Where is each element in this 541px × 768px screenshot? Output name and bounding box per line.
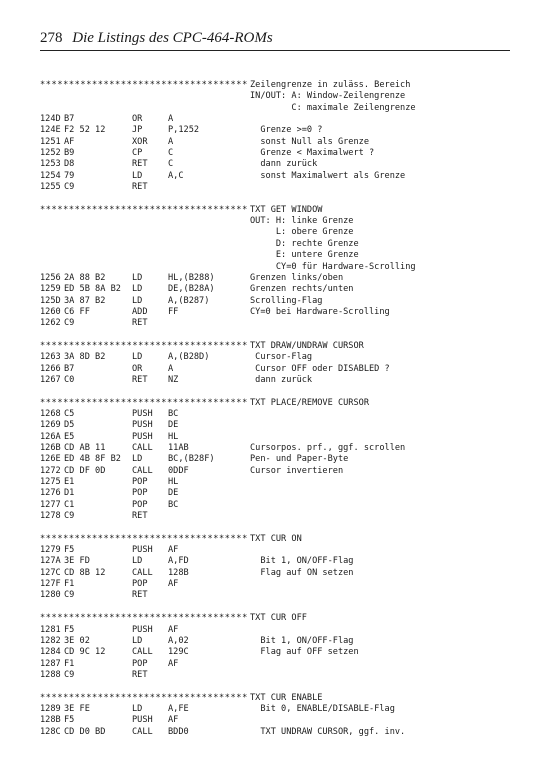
comment: OUT: H: linke Grenze xyxy=(250,216,354,227)
comment: Grenzen rechts/unten xyxy=(250,284,354,295)
opcode-bytes: D1 xyxy=(64,488,75,499)
listing-row xyxy=(40,148,520,159)
opcode-bytes: 79 xyxy=(64,170,75,181)
opcode-bytes: 3E FE xyxy=(64,703,90,714)
listing-row xyxy=(40,466,520,477)
comment: TXT CUR ON xyxy=(250,533,302,544)
operand: A xyxy=(168,136,174,147)
opcode-bytes: ED 4B 8F B2 xyxy=(64,454,121,465)
listing-row xyxy=(40,420,520,431)
listing-row xyxy=(40,625,520,636)
listing-row xyxy=(40,364,520,375)
comment: Bit 0, ENABLE/DISABLE-Flag xyxy=(250,703,395,714)
blank-row xyxy=(40,193,520,204)
address: 127A xyxy=(40,556,61,567)
operand: A xyxy=(168,114,174,125)
address: 124D xyxy=(40,114,61,125)
comment: sonst Maximalwert als Grenze xyxy=(250,170,406,181)
listing-row xyxy=(40,137,520,148)
mnemonic: LD xyxy=(132,635,143,646)
separator-stars: ************************************ xyxy=(40,397,248,408)
opcode-bytes: C9 xyxy=(64,590,75,601)
mnemonic: PUSH xyxy=(132,545,153,556)
opcode-bytes: C6 FF xyxy=(64,306,90,317)
mnemonic: POP xyxy=(132,488,148,499)
operand: A,02 xyxy=(168,635,189,646)
address: 1266 xyxy=(40,363,61,374)
operand: AF xyxy=(168,545,179,556)
separator-stars: ************************************ xyxy=(40,340,248,351)
opcode-bytes: F5 xyxy=(64,624,75,635)
listing-row xyxy=(40,636,520,647)
comment: Grenze >=0 ? xyxy=(250,125,323,136)
listing-row xyxy=(40,284,520,295)
opcode-bytes: C9 xyxy=(64,182,75,193)
mnemonic: XOR xyxy=(132,136,148,147)
address: 1253 xyxy=(40,159,61,170)
listing-row xyxy=(40,488,520,499)
address: 1263 xyxy=(40,352,61,363)
opcode-bytes: CD DF 0D xyxy=(64,465,106,476)
address: 1278 xyxy=(40,511,61,522)
listing-row xyxy=(40,659,520,670)
listing-row xyxy=(40,114,520,125)
listing-row xyxy=(40,454,520,465)
page-number: 278 xyxy=(40,30,63,46)
listing-row xyxy=(40,477,520,488)
comment: TXT CUR ENABLE xyxy=(250,692,323,703)
operand: AF xyxy=(168,579,179,590)
section-heading-row xyxy=(40,205,520,216)
address: 1259 xyxy=(40,284,61,295)
listing-row xyxy=(40,171,520,182)
operand: A,(B28D) xyxy=(168,352,210,363)
operand: 129C xyxy=(168,647,189,658)
listing-row xyxy=(40,239,520,250)
listing-row xyxy=(40,590,520,601)
address: 1287 xyxy=(40,658,61,669)
listing-row xyxy=(40,216,520,227)
mnemonic: PUSH xyxy=(132,715,153,726)
mnemonic: RET xyxy=(132,374,148,385)
operand: A,C xyxy=(168,170,184,181)
comment: TXT CUR OFF xyxy=(250,613,307,624)
mnemonic: LD xyxy=(132,703,143,714)
operand: 0DDF xyxy=(168,465,189,476)
comment: Bit 1, ON/OFF-Flag xyxy=(250,635,354,646)
comment: TXT UNDRAW CURSOR, ggf. inv. xyxy=(250,726,406,737)
address: 1262 xyxy=(40,318,61,329)
opcode-bytes: C9 xyxy=(64,511,75,522)
mnemonic: CALL xyxy=(132,726,153,737)
listing-row xyxy=(40,273,520,284)
mnemonic: POP xyxy=(132,579,148,590)
operand: AF xyxy=(168,715,179,726)
comment: Flag auf ON setzen xyxy=(250,567,354,578)
operand: A,FD xyxy=(168,556,189,567)
opcode-bytes: C9 xyxy=(64,318,75,329)
mnemonic: RET xyxy=(132,182,148,193)
listing-row xyxy=(40,545,520,556)
section-heading-row xyxy=(40,341,520,352)
address: 124E xyxy=(40,125,61,136)
address: 1256 xyxy=(40,272,61,283)
address: 126E xyxy=(40,454,61,465)
mnemonic: LD xyxy=(132,170,143,181)
address: 128C xyxy=(40,726,61,737)
mnemonic: LD xyxy=(132,295,143,306)
address: 1254 xyxy=(40,170,61,181)
address: 1272 xyxy=(40,465,61,476)
operand: AF xyxy=(168,624,179,635)
blank-row xyxy=(40,681,520,692)
mnemonic: LD xyxy=(132,454,143,465)
comment: TXT PLACE/REMOVE CURSOR xyxy=(250,397,369,408)
operand: C xyxy=(168,159,174,170)
operand: BDD0 xyxy=(168,726,189,737)
listing-row xyxy=(40,511,520,522)
operand: BC,(B28F) xyxy=(168,454,215,465)
opcode-bytes: D5 xyxy=(64,420,75,431)
comment: Pen- und Paper-Byte xyxy=(250,454,349,465)
comment: Grenzen links/oben xyxy=(250,272,344,283)
address: 127F xyxy=(40,579,61,590)
listing-row xyxy=(40,91,520,102)
blank-row xyxy=(40,386,520,397)
opcode-bytes: ED 5B 8A B2 xyxy=(64,284,121,295)
listing-row xyxy=(40,647,520,658)
comment: Bit 1, ON/OFF-Flag xyxy=(250,556,354,567)
operand: HL,(B288) xyxy=(168,272,215,283)
comment: Zeilengrenze in zuläss. Bereich xyxy=(250,80,411,90)
listing-row xyxy=(40,296,520,307)
section-heading-row xyxy=(40,398,520,409)
mnemonic: RET xyxy=(132,318,148,329)
address: 1276 xyxy=(40,488,61,499)
mnemonic: RET xyxy=(132,669,148,680)
mnemonic: LD xyxy=(132,556,143,567)
address: 1255 xyxy=(40,182,61,193)
mnemonic: JP xyxy=(132,125,143,136)
opcode-bytes: C0 xyxy=(64,374,75,385)
listing-row xyxy=(40,500,520,511)
address: 1267 xyxy=(40,374,61,385)
mnemonic: POP xyxy=(132,658,148,669)
opcode-bytes: F1 xyxy=(64,579,75,590)
mnemonic: CALL xyxy=(132,443,153,453)
address: 126B xyxy=(40,443,61,453)
mnemonic: RET xyxy=(132,159,148,170)
section-heading-row xyxy=(40,613,520,624)
address: 1251 xyxy=(40,136,61,147)
listing-row xyxy=(40,715,520,726)
listing-row xyxy=(40,432,520,443)
opcode-bytes: E5 xyxy=(64,431,75,442)
operand: NZ xyxy=(168,374,179,385)
address: 126A xyxy=(40,431,61,442)
address: 1252 xyxy=(40,148,61,159)
mnemonic: CALL xyxy=(132,465,153,476)
comment: TXT DRAW/UNDRAW CURSOR xyxy=(250,340,364,351)
opcode-bytes: 2A 88 B2 xyxy=(64,272,106,283)
separator-stars: ************************************ xyxy=(40,533,248,544)
address: 1269 xyxy=(40,420,61,431)
listing-row xyxy=(40,375,520,386)
listing-row xyxy=(40,568,520,579)
mnemonic: LD xyxy=(132,352,143,363)
operand: 128B xyxy=(168,567,189,578)
mnemonic: PUSH xyxy=(132,624,153,635)
opcode-bytes: CD 8B 12 xyxy=(64,567,106,578)
address: 127C xyxy=(40,567,61,578)
listing-row xyxy=(40,103,520,114)
opcode-bytes: E1 xyxy=(64,477,75,488)
listing-row xyxy=(40,704,520,715)
operand: 11AB xyxy=(168,443,189,453)
comment: sonst Null als Grenze xyxy=(250,136,369,147)
opcode-bytes: 3A 87 B2 xyxy=(64,295,106,306)
mnemonic: CP xyxy=(132,148,143,159)
operand: BC xyxy=(168,408,179,419)
comment: Cursor-Flag xyxy=(250,352,313,363)
opcode-bytes: F2 52 12 xyxy=(64,125,106,136)
listing-row xyxy=(40,250,520,261)
mnemonic: RET xyxy=(132,511,148,522)
assembly-listing xyxy=(40,80,520,738)
comment: IN/OUT: A: Window-Zeilengrenze xyxy=(250,91,406,102)
blank-row xyxy=(40,330,520,341)
opcode-bytes: F5 xyxy=(64,545,75,556)
opcode-bytes: 3E 02 xyxy=(64,635,90,646)
operand: AF xyxy=(168,658,179,669)
mnemonic: OR xyxy=(132,114,143,125)
listing-row xyxy=(40,125,520,136)
opcode-bytes: CD D0 BD xyxy=(64,726,106,737)
opcode-bytes: B7 xyxy=(64,363,75,374)
mnemonic: CALL xyxy=(132,647,153,658)
operand: C xyxy=(168,148,174,159)
address: 128B xyxy=(40,715,61,726)
listing-row xyxy=(40,352,520,363)
opcode-bytes: C1 xyxy=(64,499,75,510)
opcode-bytes: D8 xyxy=(64,159,75,170)
comment: TXT GET WINDOW xyxy=(250,204,323,215)
listing-row xyxy=(40,443,520,454)
mnemonic: LD xyxy=(132,284,143,295)
separator-stars: ************************************ xyxy=(40,692,248,703)
listing-row xyxy=(40,227,520,238)
comment: C: maximale Zeilengrenze xyxy=(250,102,416,113)
operand: HL xyxy=(168,477,179,488)
comment: Cursor invertieren xyxy=(250,465,344,476)
operand: HL xyxy=(168,431,179,442)
comment: Scrolling-Flag xyxy=(250,295,323,306)
listing-row xyxy=(40,670,520,681)
operand: A,(B287) xyxy=(168,295,210,306)
comment: Grenze < Maximalwert ? xyxy=(250,148,375,159)
opcode-bytes: AF xyxy=(64,136,75,147)
listing-row xyxy=(40,262,520,273)
address: 1284 xyxy=(40,647,61,658)
opcode-bytes: F5 xyxy=(64,715,75,726)
address: 1288 xyxy=(40,669,61,680)
separator-stars: ************************************ xyxy=(40,613,248,624)
operand: P,1252 xyxy=(168,125,200,136)
address: 1289 xyxy=(40,703,61,714)
comment: D: rechte Grenze xyxy=(250,238,359,249)
mnemonic: POP xyxy=(132,499,148,510)
listing-row xyxy=(40,159,520,170)
page-title: Die Listings des CPC-464-ROMs xyxy=(72,30,273,46)
opcode-bytes: B9 xyxy=(64,148,75,159)
listing-row xyxy=(40,307,520,318)
mnemonic: LD xyxy=(132,272,143,283)
listing-row xyxy=(40,182,520,193)
mnemonic: PUSH xyxy=(132,420,153,431)
comment: Cursorpos. prf., ggf. scrollen xyxy=(250,443,406,453)
blank-row xyxy=(40,522,520,533)
comment: dann zurück xyxy=(250,159,318,170)
mnemonic: PUSH xyxy=(132,431,153,442)
address: 1275 xyxy=(40,477,61,488)
opcode-bytes: C9 xyxy=(64,669,75,680)
mnemonic: PUSH xyxy=(132,408,153,419)
operand: A,FE xyxy=(168,703,189,714)
listing-row xyxy=(40,318,520,329)
comment: Flag auf OFF setzen xyxy=(250,647,359,658)
operand: DE,(B28A) xyxy=(168,284,215,295)
listing-row xyxy=(40,556,520,567)
mnemonic: RET xyxy=(132,590,148,601)
separator-stars: ************************************ xyxy=(40,204,248,215)
section-heading-row xyxy=(40,693,520,704)
operand: BC xyxy=(168,499,179,510)
comment: L: obere Grenze xyxy=(250,227,354,238)
operand: DE xyxy=(168,420,179,431)
opcode-bytes: F1 xyxy=(64,658,75,669)
comment: CY=0 für Hardware-Scrolling xyxy=(250,261,416,272)
comment: Cursor OFF oder DISABLED ? xyxy=(250,363,390,374)
address: 1260 xyxy=(40,306,61,317)
opcode-bytes: 3A 8D B2 xyxy=(64,352,106,363)
mnemonic: CALL xyxy=(132,567,153,578)
comment: CY=0 bei Hardware-Scrolling xyxy=(250,306,390,317)
section-heading-row xyxy=(40,80,520,91)
listing-row xyxy=(40,727,520,738)
address: 1277 xyxy=(40,499,61,510)
comment: dann zurück xyxy=(250,374,313,385)
comment: E: untere Grenze xyxy=(250,250,359,261)
mnemonic: POP xyxy=(132,477,148,488)
mnemonic: ADD xyxy=(132,306,148,317)
address: 1280 xyxy=(40,590,61,601)
opcode-bytes: C5 xyxy=(64,408,75,419)
opcode-bytes: 3E FD xyxy=(64,556,90,567)
address: 125D xyxy=(40,295,61,306)
address: 1268 xyxy=(40,408,61,419)
opcode-bytes: CD AB 11 xyxy=(64,443,106,453)
page-header xyxy=(40,30,510,51)
operand: FF xyxy=(168,306,179,317)
blank-row xyxy=(40,602,520,613)
section-heading-row xyxy=(40,534,520,545)
listing-row xyxy=(40,409,520,420)
listing-row xyxy=(40,579,520,590)
address: 1282 xyxy=(40,635,61,646)
address: 1279 xyxy=(40,545,61,556)
opcode-bytes: B7 xyxy=(64,114,75,125)
address: 1281 xyxy=(40,624,61,635)
separator-stars: ************************************ xyxy=(40,80,248,90)
operand: A xyxy=(168,363,174,374)
mnemonic: OR xyxy=(132,363,143,374)
opcode-bytes: CD 9C 12 xyxy=(64,647,106,658)
operand: DE xyxy=(168,488,179,499)
